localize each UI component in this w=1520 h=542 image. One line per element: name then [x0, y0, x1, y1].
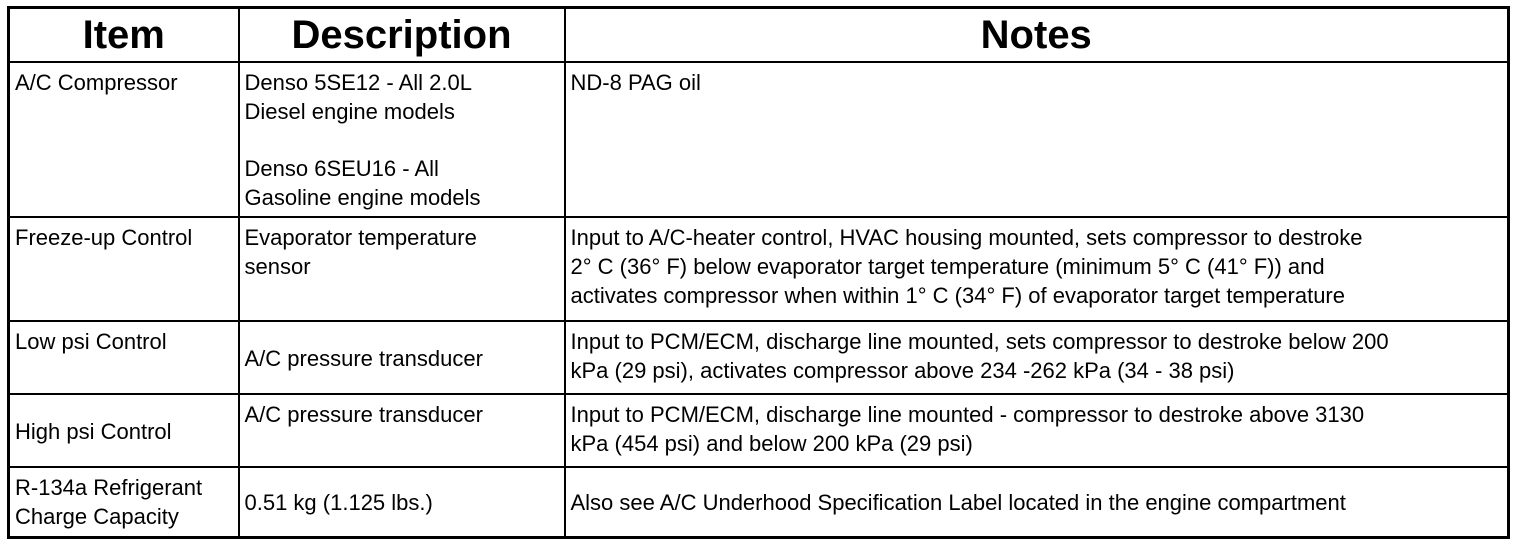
description-text: A/C pressure transducer [244, 402, 483, 427]
item-cell [9, 467, 239, 537]
notes-cell [565, 467, 1509, 537]
table-row [9, 394, 1509, 467]
notes-cell [565, 321, 1509, 394]
description-text: A/C pressure transducer [244, 346, 483, 371]
notes-text: Input to A/C-heater control, HVAC housing mounted, sets compressor to destroke [570, 225, 1363, 250]
item-cell [9, 321, 239, 394]
item-text: High psi Control [15, 419, 172, 444]
item-cell [9, 394, 239, 467]
table-row [9, 321, 1509, 394]
notes-text: ND-8 PAG oil [570, 70, 701, 95]
notes-text: kPa (454 psi) and below 200 kPa (29 psi) [570, 431, 973, 456]
header-item: Item [9, 8, 239, 63]
item-text: Freeze-up Control [15, 225, 193, 250]
description-text: Gasoline engine models [244, 185, 481, 210]
header-description: Description [239, 8, 565, 63]
table-row [9, 467, 1509, 537]
notes-cell [565, 62, 1509, 217]
item-text: A/C Compressor [15, 70, 178, 95]
notes-text: activates compressor when within 1° C (34° F) of evaporator target temperature [570, 283, 1345, 308]
notes-text: 2° C (36° F) below evaporator target temperature (minimum 5° C (41° F)) and [570, 254, 1325, 279]
description-text: 0.51 kg (1.125 lbs.) [244, 490, 433, 516]
description-cell [239, 217, 565, 321]
header-notes: Notes [565, 8, 1509, 63]
description-cell [239, 467, 565, 537]
notes-text: kPa (29 psi), activates compressor above 234 -262 kPa (34 - 38 psi) [570, 358, 1235, 383]
description-text: Evaporator temperature [244, 225, 477, 250]
item-text: Charge Capacity [15, 504, 179, 529]
paragraph-gap [245, 126, 559, 154]
description-text: Denso 5SE12 - All 2.0L [244, 70, 472, 95]
description-cell [239, 321, 565, 394]
description-text: Diesel engine models [244, 99, 455, 124]
notes-cell [565, 394, 1509, 467]
description-text: Denso 6SEU16 - All [244, 156, 439, 181]
table-row [9, 217, 1509, 321]
item-cell [9, 217, 239, 321]
notes-text: Input to PCM/ECM, discharge line mounted - compressor to destroke above 3130 [570, 402, 1365, 427]
description-cell [239, 62, 565, 217]
item-text: R-134a Refrigerant [15, 475, 203, 500]
header-row [9, 8, 1509, 63]
notes-text: Input to PCM/ECM, discharge line mounted, sets compressor to destroke below 200 [570, 329, 1389, 354]
notes-cell [565, 217, 1509, 321]
item-text: Low psi Control [15, 329, 167, 354]
item-cell [9, 62, 239, 217]
notes-text: Also see A/C Underhood Specification Label located in the engine compartment [570, 490, 1346, 516]
ac-specifications-table [7, 6, 1510, 539]
description-cell [239, 394, 565, 467]
table-row [9, 62, 1509, 217]
description-text: sensor [244, 254, 311, 279]
